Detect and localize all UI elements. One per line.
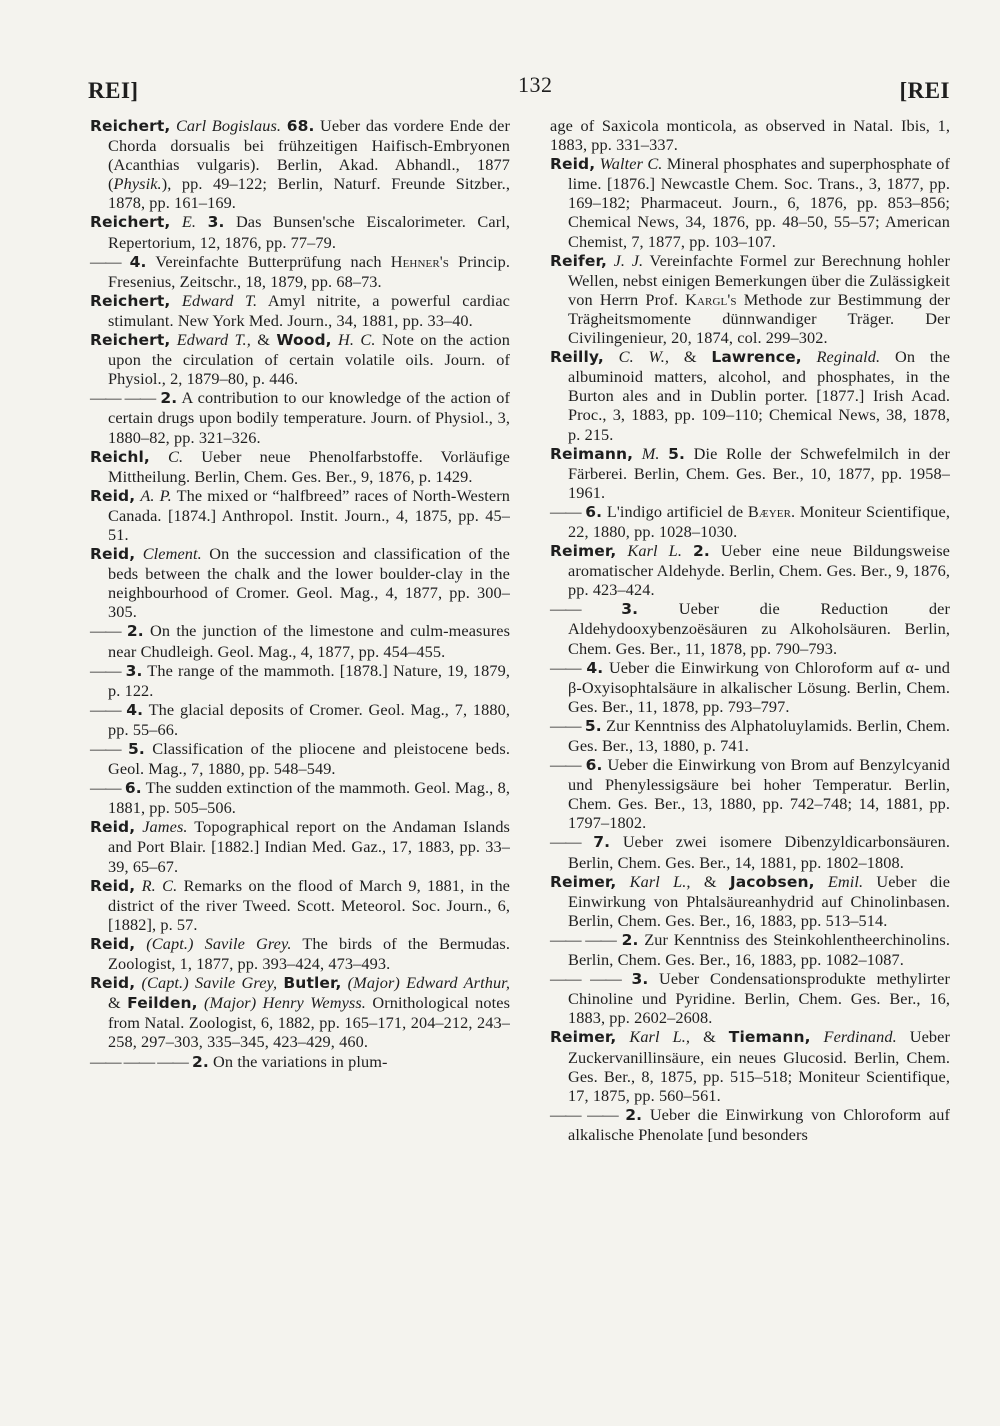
entry-reimer-tiemann [550, 1027, 950, 1104]
author-name: Reid, [90, 974, 136, 993]
entry-reifer [550, 251, 950, 347]
author-name: Reichert, [90, 117, 171, 135]
entry-reid-savile [90, 934, 510, 973]
entry-reichert-e [90, 212, 510, 251]
entry-number: 68. [286, 117, 315, 135]
author-forename: James. [142, 817, 188, 837]
entry-text: Topographical report on the Andaman Islands and Port Blair. [1882.] Indian Med. Gaz., 17, 1883, pp. 33–39, 65–67. [108, 817, 510, 876]
entry-text: Ueber Condensationsprodukte methylirter Chinoline und Pyridine. Berlin, Chem. Ges. Ber., 16, 1883, pp. 2602–2608. [568, 969, 951, 1028]
entry-text: Methode zur Bestimmung der Trägheitsmomente dünnwandiger Träger. Der Civilingenieur, 20, 1874, col. 299–302. [568, 289, 951, 348]
author-name: Reifer, [550, 251, 607, 270]
entry-text: Ueber Zuckervanillinsäure, ein neues Glucosid. Berlin, Chem. Ges. Ber., 8, 1875, pp. 515–518; Moniteur Scientifique, 17, 1875, pp. 560–561. [568, 1027, 950, 1105]
entry-reichert-edward [90, 291, 510, 330]
author-forename: Clement. [142, 544, 202, 564]
right-column [550, 116, 950, 1144]
page-number: 132 [518, 72, 553, 97]
author-forename: Emil. [827, 871, 864, 891]
ampersand: & [703, 871, 717, 891]
entry-reid-james [90, 817, 510, 875]
entry-reid-rc [90, 876, 510, 934]
author-forename: Ferdinand. [823, 1027, 897, 1047]
entry-number: 2. [126, 622, 144, 641]
left-column [90, 116, 510, 1072]
ditto-dash: —— [90, 699, 121, 719]
author-name: Reid, [90, 876, 136, 895]
ampersand: & [703, 1027, 716, 1047]
entry-italic: Physik. [113, 174, 162, 194]
author-forename: H. C. [338, 330, 376, 350]
author-name: Reid, [90, 486, 136, 505]
entry-continuation [550, 832, 950, 871]
entry-smallcaps: Hehner's [390, 251, 450, 271]
entry-continuation [550, 969, 950, 1027]
entry-reichl [90, 447, 510, 486]
header-left-guide: REI] [88, 78, 139, 103]
entry-text: Remarks on the flood of March 9, 1881, in the district of the river Tweed. Scott. Meteorol. Soc. Journ., 6, [1882], p. 57. [108, 875, 511, 934]
entry-text: Die Rolle der Schwefelmilch in der Färberei. Berlin, Chem. Ges. Ber., 10, 1877, pp. 1958–1961. [568, 443, 951, 502]
author-name: Reid, [90, 818, 136, 837]
entry-continuation [90, 661, 510, 700]
entry-number: 2. [625, 1105, 643, 1124]
author-name: Reichert, [90, 331, 171, 350]
entry-number: 6. [124, 779, 142, 798]
author-name: Reid, [550, 155, 596, 174]
entry-reid-butler-feilden [90, 973, 510, 1051]
entry-text: ), pp. 49–122; Berlin, Naturf. Freunde Sitzber., 1878, pp. 161–169. [108, 174, 510, 213]
entry-text: Princip. Fresenius, Zeitschr., 18, 1879, pp. 68–73. [108, 251, 511, 291]
entry-number: 4. [586, 658, 604, 677]
entry-reid-clement [90, 544, 510, 621]
entry-text: Ornithological notes from Natal. Zoologist, 6, 1882, pp. 165–171, 204–212, 243–258, 297–303, 335–345, 423–429, 460. [108, 993, 511, 1052]
author-forename: (Capt.) Savile Grey, [141, 973, 278, 993]
entry-reimann [550, 444, 950, 502]
entry-number: 3. [207, 213, 225, 232]
author-name: Reichert, [90, 291, 171, 310]
author-name: Wood, [276, 331, 332, 350]
ampersand: & [108, 993, 121, 1013]
entry-continuation [550, 930, 950, 969]
entry-text: Moniteur Scientifique, 22, 1880, pp. 1028–1030. [568, 501, 950, 541]
author-forename: (Major) Henry Wemyss. [204, 993, 366, 1013]
entry-text: Ueber neue Phenolfarbstoffe. Vorläufige Mittheilung. Berlin, Chem. Ges. Ber., 9, 1876, p. 1429. [108, 446, 511, 486]
page-header [88, 68, 950, 112]
entry-continuation [550, 755, 950, 832]
entry-number: 2. [160, 389, 178, 408]
entry-text: Das Bunsen'sche Eiscalorimeter. Carl, Repertorium, 12, 1876, pp. 77–79. [108, 212, 511, 252]
entry-continuation [90, 778, 510, 817]
author-forename: J. J. [613, 250, 644, 270]
entry-text: Note on the action upon the circulation of certain volatile oils. Journ. of Physiol., 2, 1879–80, p. 446. [108, 330, 510, 389]
ditto-dash: —— —— —— [90, 1051, 188, 1071]
entry-text: The range of the mammoth. [1878.] Nature, 19, 1879, p. 122. [108, 660, 510, 700]
entry-continuation [550, 716, 950, 755]
entry-reid-walter [550, 154, 950, 250]
entry-continuation [90, 700, 510, 739]
entry-text: The mixed or “halfbreed” races of North-Western Canada. [1874.] Anthropol. Instit. Journ., 4, 1875, pp. 45–51. [108, 485, 510, 544]
entry-continuation [90, 252, 510, 291]
entry-text: The glacial deposits of Cromer. Geol. Mag., 7, 1880, pp. 55–66. [108, 699, 510, 739]
entry-text: Vereinfachte Formel zur Berechnung hohler Wellen, nebst einigen Bemerkungen über die Zulässigkeit von Herrn Prof. [568, 250, 950, 309]
entry-number: 5. [584, 716, 602, 735]
ditto-dash: —— [550, 832, 581, 852]
entry-number: 3. [631, 970, 649, 989]
ditto-dash: —— [550, 715, 581, 735]
entry-number: 3. [125, 661, 143, 680]
entry-reichert-wood [90, 330, 510, 388]
entry-text: age of Saxicola monticola, as observed in Natal. Ibis, 1, 1883, pp. 331–337. [550, 116, 950, 155]
author-forename: (Major) Edward Arthur, [347, 973, 510, 993]
ditto-dash: —— [550, 755, 581, 775]
author-name: Reimer, [550, 872, 617, 891]
entry-text: Ueber die Einwirkung von Chloroform auf alkalische Phenolate [und besonders [568, 1104, 950, 1144]
entry-continuation [90, 388, 510, 446]
header-right-guide: [REI [899, 78, 950, 103]
entry-continuation [90, 739, 510, 778]
entry-text: The birds of the Bermudas. Zoologist, 1, 1877, pp. 393–424, 473–493. [108, 933, 511, 974]
entry-text: On the variations in plum- [213, 1051, 388, 1071]
entry-number: 3. [621, 600, 639, 619]
ditto-dash: —— —— [90, 388, 156, 408]
entry-text: Ueber die Einwirkung von Brom auf Benzylcyanid und Phenylessigsäure bei hoher Temperatur. Berlin, Chem. Ges. Ber., 13, 1880, pp. 742–748; 14, 1881, pp. 1797–1802. [568, 755, 951, 833]
entry-text: L'indigo artificiel de [606, 501, 744, 521]
entry-text: A contribution to our knowledge of the action of certain drugs upon bodily temperature. Journ. of Physiol., 3, 1880–82, pp. 321–326. [108, 388, 510, 447]
author-name: Reid, [90, 545, 136, 564]
author-forename: Walter C. [599, 154, 663, 174]
entry-reid-ap [90, 486, 510, 544]
entry-number: 6. [585, 502, 603, 521]
author-name: Reichert, [90, 213, 171, 232]
author-name: Tiemann, [728, 1028, 811, 1047]
author-name: Reimer, [550, 1028, 617, 1047]
entry-text: Ueber das vordere Ende der Chorda dorsualis bei frühzeitigen Haifisch-Embryonen (Acanthias vulgaris). Berlin, Akad. Abhandl., 1877 ( [108, 116, 511, 194]
ampersand: & [683, 347, 697, 367]
author-forename: Edward T. [181, 290, 258, 310]
entry-reichert-carl [90, 116, 510, 212]
entry-reimer-jacobsen [550, 872, 950, 930]
entry-number: 2. [693, 542, 710, 561]
entry-number: 7. [593, 833, 611, 852]
ditto-dash: —— [550, 501, 581, 521]
entry-carryover [550, 116, 950, 154]
entry-continuation [90, 1052, 510, 1072]
entry-text: Ueber eine neue Bildungsweise aromatischer Aldehyde. Berlin, Chem. Ges. Ber., 9, 1876, pp. 423–424. [568, 541, 951, 600]
author-forename: (Capt.) Savile Grey. [146, 933, 292, 953]
ditto-dash: —— [90, 778, 121, 798]
entry-continuation [550, 1105, 950, 1144]
entry-text: The sudden extinction of the mammoth. Geol. Mag., 8, 1881, pp. 505–506. [108, 778, 510, 818]
entry-text: Zur Kenntniss des Steinkohlentheerchinolins. Berlin, Chem. Ges. Ber., 16, 1883, pp. 1082–1087. [568, 929, 951, 970]
entry-number: 4. [126, 700, 144, 719]
entry-continuation [550, 658, 950, 716]
entry-reilly-lawrence [550, 347, 950, 443]
author-name: Reid, [90, 934, 136, 953]
ditto-dash: —— —— [550, 929, 616, 949]
entry-continuation [550, 502, 950, 541]
entry-text: On the succession and classification of the beds between the chalk and the lower boulder-clay in the neighbourhood of Cromer. Geol. Mag., 4, 1877, pp. 300–305. [108, 544, 510, 622]
author-forename: Reginald. [816, 347, 881, 367]
author-forename: M. [641, 443, 660, 463]
ditto-dash: —— [90, 621, 121, 641]
entry-number: 4. [129, 252, 147, 271]
ditto-dash: —— [90, 660, 121, 680]
entry-continuation [90, 621, 510, 660]
ditto-dash: —— —— [550, 969, 621, 989]
entry-number: 6. [585, 756, 603, 775]
author-name: Reimer, [550, 542, 617, 561]
entry-text: Ueber die Reduction der Aldehydooxybenzoësäuren zu Alkoholsäuren. Berlin, Chem. Ges. Ber., 11, 1878, pp. 790–793. [568, 599, 951, 658]
entry-text: Ueber die Einwirkung von Chloroform auf α- und β-Oxyisophtalsäure in alkalischer Lösung. Berlin, Chem. Ges. Ber., 11, 1878, pp. 793–797. [568, 657, 951, 716]
author-forename: C. [167, 446, 184, 466]
entry-smallcaps: Bæyer. [747, 501, 796, 521]
entry-text: Ueber zwei isomere Dibenzyldicarbonsäuren. Berlin, Chem. Ges. Ber., 14, 1881, pp. 1802–1808. [568, 832, 950, 872]
author-forename: Karl L., [629, 871, 691, 891]
author-name: Lawrence, [711, 348, 802, 367]
entry-text: On the junction of the limestone and culm-measures near Chudleigh. Geol. Mag., 4, 1877, pp. 454–455. [108, 621, 511, 661]
entry-text: Classification of the pliocene and pleistocene beds. Geol. Mag., 7, 1880, pp. 548–549. [108, 739, 511, 779]
entry-text: Zur Kenntniss des Alphatoluylamids. Berlin, Chem. Ges. Ber., 13, 1880, p. 741. [568, 715, 950, 755]
author-forename: C. W., [618, 347, 670, 367]
ditto-dash: —— [90, 739, 121, 758]
entry-number: 5. [668, 444, 686, 463]
author-forename: A. P. [140, 485, 172, 505]
author-name: Reilly, [550, 348, 604, 367]
ditto-dash: —— —— [550, 1104, 618, 1124]
author-forename: Edward T., [176, 330, 251, 350]
entry-text: On the albuminoid matters, alcohol, and phosphates, in the Burton ales and in Dublin porter. [1877.] Irish Acad. Proc., 3, 1883, pp. 109–110; Chemical News, 38, 1878, p. 215. [568, 347, 951, 444]
entry-text: Ueber die Einwirkung von Phtalsäureanhydrid auf Chinolinbasen. Berlin, Chem. Ges. Ber., 16, 1883, pp. 513–514. [568, 871, 951, 930]
author-name: Butler, [283, 974, 342, 993]
author-name: Jacobsen, [729, 872, 815, 891]
ditto-dash: —— [90, 251, 121, 271]
entry-number: 2. [192, 1052, 209, 1071]
author-forename: Karl L. [627, 541, 682, 561]
entry-smallcaps: Kargl's [685, 289, 737, 309]
ditto-dash: —— [550, 657, 581, 677]
ditto-dash: —— [550, 599, 581, 619]
entry-continuation [550, 599, 950, 657]
entry-text: Amyl nitrite, a powerful cardiac stimulant. New York Med. Journ., 34, 1881, pp. 33–40. [108, 290, 510, 330]
author-forename: Carl Bogislaus. [175, 116, 282, 135]
entry-number: 2. [621, 930, 639, 949]
author-name: Reichl, [90, 447, 150, 466]
entry-text: Mineral phosphates and superphosphate of lime. [1876.] Newcastle Chem. Soc. Trans., 3, 1877, pp. 169–182; Pharmaceut. Journ., 6, 1876, pp. 853–856; Chemical News, 34, 1876, pp. 48–50, 55–57; American Chemist, 7, 1877, pp. 103–107. [568, 154, 951, 251]
author-forename: R. C. [141, 875, 178, 895]
author-forename: E. [181, 212, 197, 232]
ampersand: & [257, 330, 270, 350]
entry-reimer-karl [550, 541, 950, 599]
author-name: Reimann, [550, 444, 634, 463]
author-forename: Karl L., [629, 1027, 691, 1047]
author-name: Feilden, [127, 994, 198, 1013]
entry-text: Vereinfachte Butterprüfung nach [155, 251, 382, 271]
entry-number: 5. [127, 740, 145, 758]
